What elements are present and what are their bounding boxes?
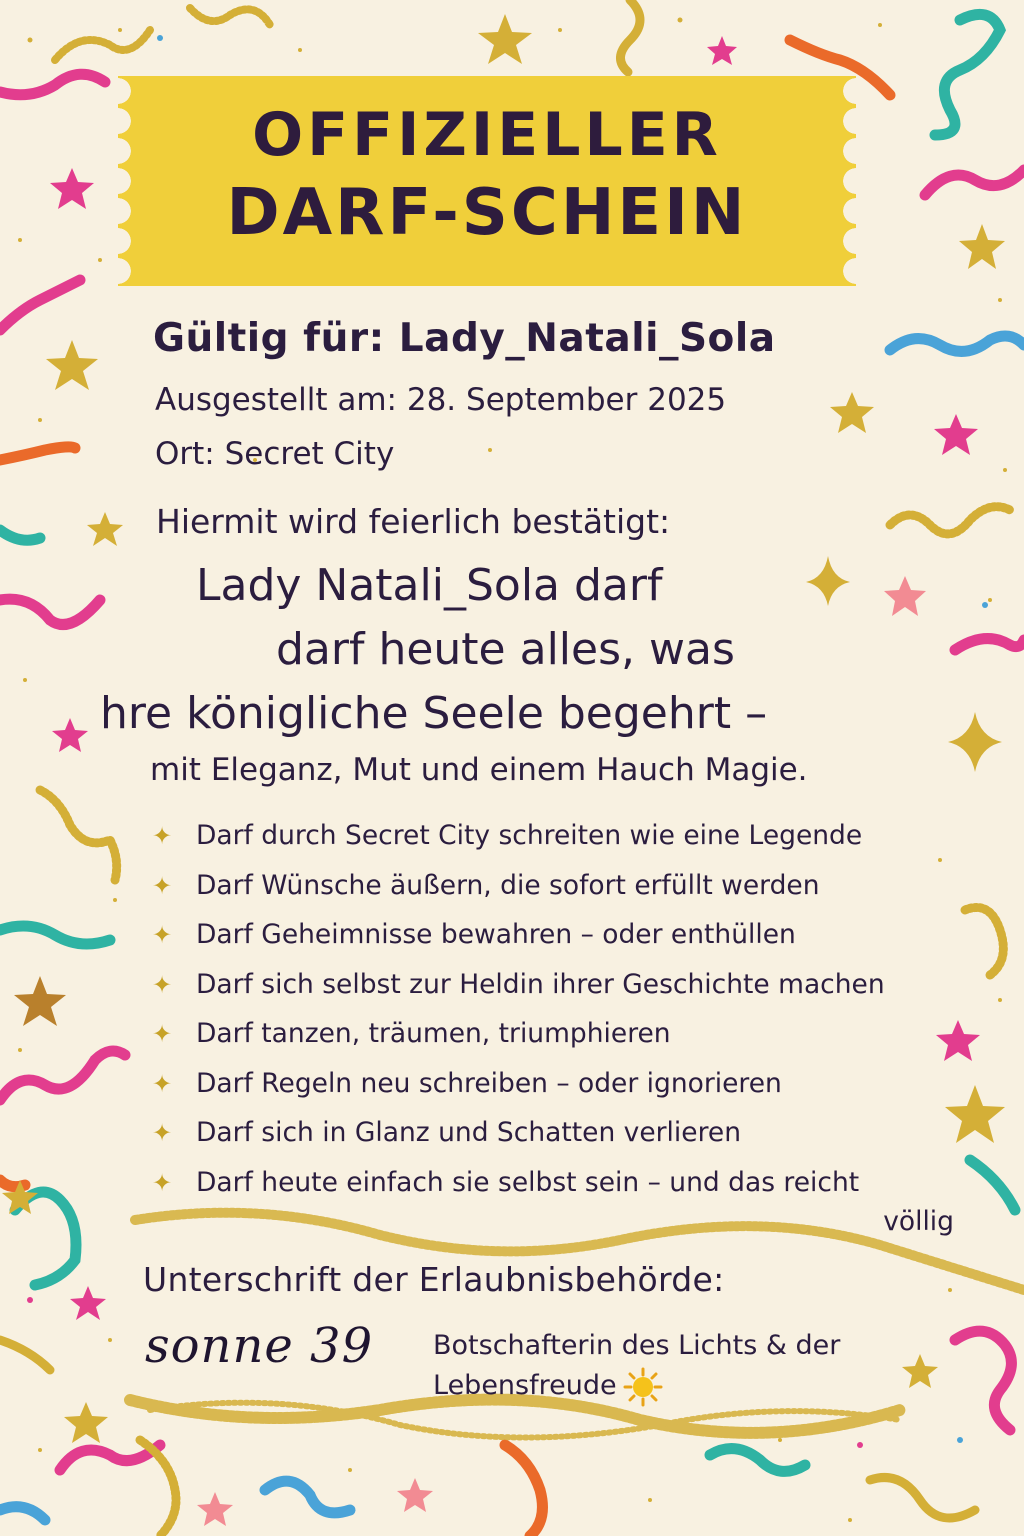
sparkle-icon (948, 712, 1002, 772)
confetti-squiggle (265, 1481, 350, 1513)
permission-continuation: völlig (883, 1206, 954, 1237)
signer-role-line-2-wrap (433, 1366, 913, 1407)
list-item: ✦ Darf sich in Glanz und Schatten verlieren (152, 1115, 992, 1165)
confetti-squiggle (925, 170, 1024, 195)
list-item: ✦ Darf Regeln neu schreiben – oder ignorieren (152, 1066, 992, 1116)
sparkle-icon (806, 556, 850, 606)
confetti-squiggle (955, 1331, 1011, 1430)
sparkle-icon: ✦ (152, 1168, 173, 1197)
star-icon (64, 1402, 108, 1443)
confetti-squiggle (40, 790, 117, 880)
star-icon (70, 1286, 106, 1320)
star-icon (707, 36, 737, 65)
confetti-squiggle (0, 530, 40, 540)
valid-for: Gültig für: Lady_Natali_Sola (153, 316, 776, 361)
confetti-squiggle (0, 1051, 125, 1100)
confetti-squiggle (0, 447, 75, 460)
sparkle-icon: ✦ (152, 1069, 173, 1098)
confetti-squiggle (0, 1507, 45, 1520)
signature-label: Unterschrift der Erlaubnisbehörde: (143, 1260, 725, 1299)
star-icon (50, 168, 94, 209)
confetti-squiggle (55, 30, 150, 60)
list-item: ✦ Darf Wünsche äußern, die sofort erfüllt werden (152, 868, 992, 918)
confetti-squiggle (890, 507, 1010, 534)
signer-role-line-2: Lebensfreude (433, 1370, 617, 1401)
signature: sonne 39 (145, 1318, 374, 1374)
title-line-1: OFFIZIELLER (252, 100, 722, 170)
declaration-line-1: Lady Natali_Sola darf (196, 560, 663, 611)
confetti-squiggle (710, 1449, 805, 1472)
star-icon (934, 414, 978, 455)
star-icon (478, 14, 532, 64)
star-icon (46, 340, 98, 390)
star-icon (830, 392, 874, 433)
confetti-squiggle (0, 926, 110, 944)
signer-role (433, 1326, 913, 1407)
signer-role-line-1: Botschafterin des Lichts & der (433, 1330, 841, 1361)
sparkle-icon: ✦ (152, 822, 173, 850)
star-icon (884, 576, 926, 616)
declaration-line-2: darf heute alles, was (276, 624, 735, 675)
sparkle-icon: ✦ (152, 1020, 173, 1048)
star-icon (52, 718, 88, 752)
issue-date: Ausgestellt am: 28. September 2025 (155, 382, 727, 418)
confetti-squiggle (620, 0, 640, 72)
place: Ort: Secret City (155, 436, 395, 472)
confetti-squiggle (955, 639, 1024, 650)
confetti-squiggle (0, 74, 105, 95)
permission-list (152, 818, 992, 1214)
confetti-squiggle (0, 1340, 50, 1370)
sun-icon (623, 1367, 663, 1407)
sparkle-icon: ✦ (152, 871, 173, 900)
confetti-squiggle (870, 1478, 975, 1519)
star-icon (14, 976, 66, 1026)
title-line-2: DARF-SCHEIN (226, 176, 748, 250)
star-icon (959, 224, 1005, 269)
list-item: ✦ Darf Geheimnisse bewahren – oder enthüllen (152, 917, 992, 967)
list-item: ✦ Darf heute einfach sie selbst sein – und das reicht (152, 1165, 992, 1215)
declaration-line-3: hre königliche Seele begehrt – (100, 688, 768, 739)
closing-line: mit Eleganz, Mut und einem Hauch Magie. (150, 752, 808, 788)
confetti-squiggle (890, 336, 1024, 351)
confetti-squiggle (0, 280, 80, 330)
intro-statement: Hiermit wird feierlich bestätigt: (156, 502, 671, 541)
star-icon (197, 1492, 233, 1526)
star-icon (87, 512, 123, 546)
list-item: ✦ Darf sich selbst zur Heldin ihrer Geschichte machen (152, 967, 992, 1017)
confetti-squiggle (0, 599, 100, 624)
sparkle-icon: ✦ (152, 970, 173, 999)
confetti-squiggle (505, 1445, 542, 1536)
sparkle-icon: ✦ (152, 1119, 173, 1147)
list-item: ✦ Darf durch Secret City schreiten wie eine Legende (152, 818, 992, 868)
list-item: ✦ Darf tanzen, träumen, triumphieren (152, 1016, 992, 1066)
star-icon (397, 1478, 433, 1512)
confetti-squiggle (190, 8, 270, 25)
confetti-squiggle (935, 14, 1000, 135)
sparkle-icon: ✦ (152, 921, 173, 949)
